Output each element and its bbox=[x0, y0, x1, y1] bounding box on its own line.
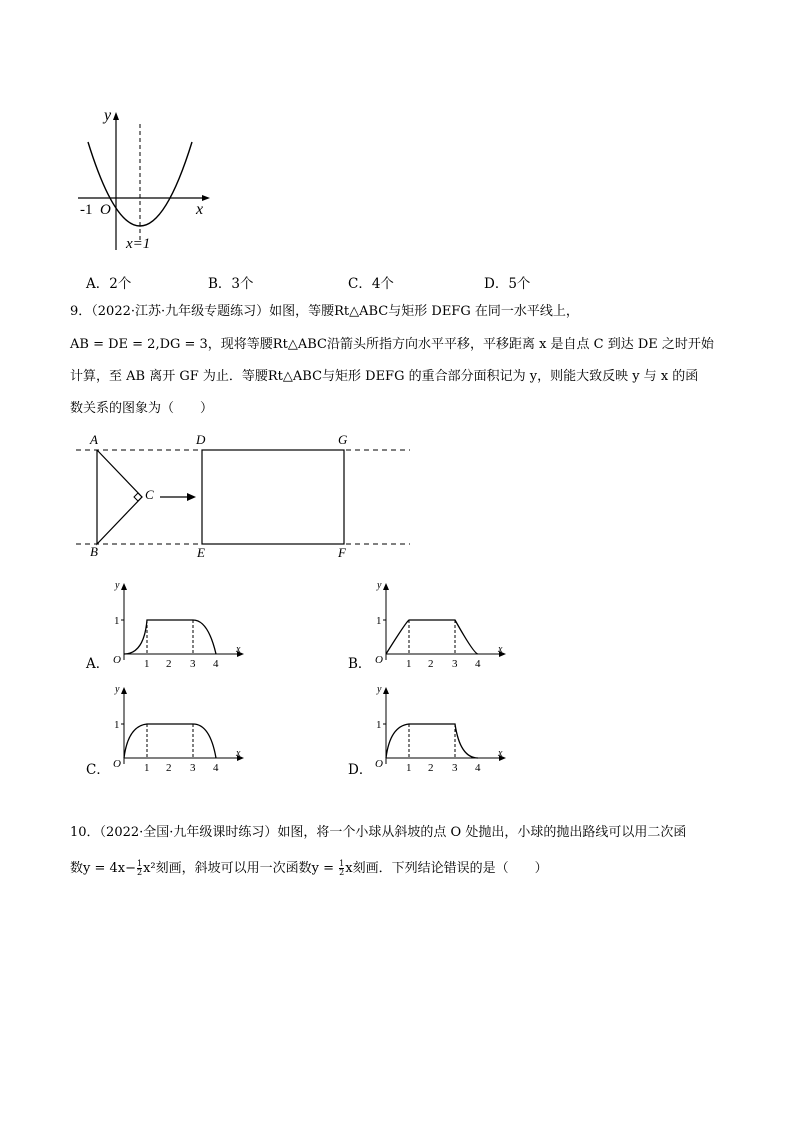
option-text: 3个 bbox=[231, 276, 254, 292]
option-text: 5个 bbox=[508, 276, 531, 292]
option-letter: A． bbox=[86, 276, 110, 292]
q9-option-d-letter: D． bbox=[348, 762, 373, 778]
origin-label: O bbox=[113, 654, 121, 666]
x-axis-label: x bbox=[236, 644, 241, 655]
q10-line-2-mid: x²刻画，斜坡可以用一次函数y = bbox=[143, 861, 339, 876]
y-tick-1: 1 bbox=[376, 615, 382, 627]
q8-x-label: x bbox=[196, 201, 204, 218]
x-axis-label: x bbox=[498, 644, 503, 655]
x-axis-label: x bbox=[236, 748, 241, 759]
option-text: 4个 bbox=[371, 276, 394, 292]
q8-y-label: y bbox=[104, 107, 112, 124]
q9-option-a-letter: A． bbox=[86, 656, 110, 672]
q10-line-2 bbox=[70, 858, 548, 880]
q8-axis-of-symmetry-label: x=1 bbox=[126, 236, 151, 252]
fraction-denominator: 2 bbox=[137, 868, 143, 877]
y-axis-label: y bbox=[115, 580, 120, 591]
label-c: C bbox=[145, 487, 154, 502]
q9-option-a-graph[interactable] bbox=[108, 578, 248, 668]
x-tick-3: 3 bbox=[452, 762, 458, 772]
x-tick-3: 3 bbox=[190, 658, 196, 668]
option-letter: C． bbox=[348, 276, 372, 292]
y-tick-1: 1 bbox=[376, 719, 382, 731]
x-tick-3: 3 bbox=[190, 762, 196, 772]
fraction-numerator: 1 bbox=[339, 859, 345, 868]
label-b: B bbox=[90, 544, 98, 559]
label-g: G bbox=[338, 432, 348, 447]
q9-line-2: AB = DE = 2,DG = 3，现将等腰Rt△ABC沿箭头所指方向水平平移，平移距离 x 是自点 C 到达 DE 之时开始 bbox=[70, 337, 714, 352]
y-tick-1: 1 bbox=[114, 615, 120, 627]
y-tick-1: 1 bbox=[114, 719, 120, 731]
q8-option-d[interactable] bbox=[484, 272, 530, 292]
fraction-one-half-2 bbox=[339, 860, 344, 877]
x-tick-4: 4 bbox=[213, 762, 219, 772]
x-tick-4: 4 bbox=[213, 658, 219, 668]
x-tick-2: 2 bbox=[166, 658, 172, 668]
q8-parabola-graph bbox=[70, 100, 220, 260]
x-tick-2: 2 bbox=[428, 762, 434, 772]
x-tick-2: 2 bbox=[428, 658, 434, 668]
q8-option-b[interactable] bbox=[208, 272, 254, 292]
x-tick-1: 1 bbox=[144, 762, 150, 772]
q9-option-c-graph[interactable] bbox=[108, 682, 248, 772]
q9-option-b-graph[interactable] bbox=[370, 578, 510, 668]
q8-origin-label: O bbox=[100, 202, 111, 218]
q9-line-3: 计算，至 AB 离开 GF 为止．等腰Rt△ABC与矩形 DEFG 的重合部分面积记为 y，则能大致反映 y 与 x 的函 bbox=[70, 369, 699, 384]
fraction-denominator: 2 bbox=[339, 868, 345, 877]
label-f: F bbox=[338, 545, 346, 560]
q9-option-b-letter: B． bbox=[348, 656, 372, 672]
option-letter: D． bbox=[484, 276, 509, 292]
x-tick-1: 1 bbox=[144, 658, 150, 668]
x-tick-2: 2 bbox=[166, 762, 172, 772]
x-tick-1: 1 bbox=[406, 762, 412, 772]
x-tick-1: 1 bbox=[406, 658, 412, 668]
x-axis-label: x bbox=[498, 748, 503, 759]
x-tick-4: 4 bbox=[475, 762, 481, 772]
y-axis-label: y bbox=[377, 580, 382, 591]
q8-option-c[interactable] bbox=[348, 272, 394, 292]
y-axis-label: y bbox=[377, 684, 382, 695]
origin-label: O bbox=[113, 758, 121, 770]
q9-triangle-rectangle-figure bbox=[70, 428, 420, 563]
label-e: E bbox=[197, 545, 205, 560]
q9-option-d-graph[interactable] bbox=[370, 682, 510, 772]
x-tick-3: 3 bbox=[452, 658, 458, 668]
q9-option-c-letter: C． bbox=[86, 762, 110, 778]
q10-line-2-post: x刻画．下列结论错误的是（ ） bbox=[345, 861, 548, 876]
fraction-one-half bbox=[137, 860, 142, 877]
label-a: A bbox=[90, 432, 98, 447]
q8-option-a[interactable] bbox=[86, 272, 131, 292]
origin-label: O bbox=[375, 654, 383, 666]
option-letter: B． bbox=[208, 276, 232, 292]
q10-line-2-pre: 数y = 4x− bbox=[70, 861, 136, 876]
x-tick-4: 4 bbox=[475, 658, 481, 668]
label-d: D bbox=[196, 432, 206, 447]
q8-neg-one-label: -1 bbox=[80, 202, 93, 218]
q9-line-1: 9．（2022·江苏·九年级专题练习）如图，等腰Rt△ABC与矩形 DEFG 在同一水平线上， bbox=[70, 304, 579, 319]
origin-label: O bbox=[375, 758, 383, 770]
q9-line-4: 数关系的图象为（ ） bbox=[70, 401, 214, 416]
y-axis-label: y bbox=[115, 684, 120, 695]
fraction-numerator: 1 bbox=[137, 859, 143, 868]
option-text: 2个 bbox=[109, 276, 132, 292]
q10-line-1: 10．（2022·全国·九年级课时练习）如图，将一个小球从斜坡的点 O 处抛出，小球的抛出路线可以用二次函 bbox=[70, 825, 687, 840]
